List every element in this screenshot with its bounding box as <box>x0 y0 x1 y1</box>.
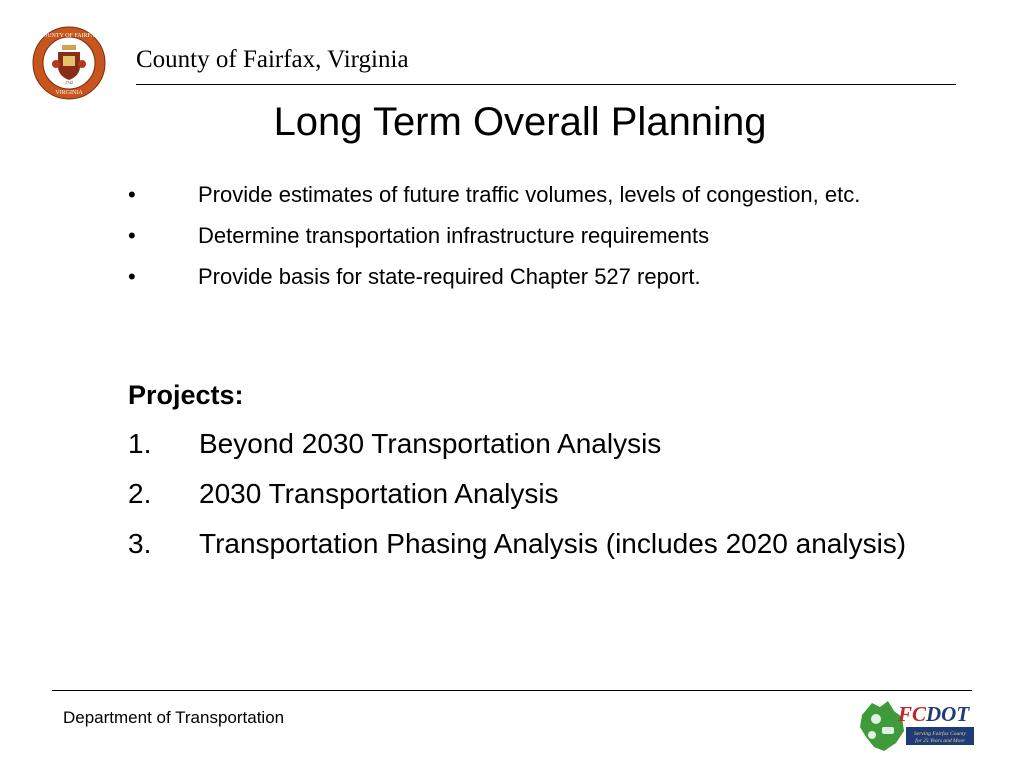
header-divider <box>136 84 956 85</box>
seal-state: VIRGINIA <box>55 90 83 96</box>
bullet-text: Determine transportation infrastructure requirements <box>198 223 710 248</box>
bullet-item <box>128 219 888 252</box>
projects-list <box>128 425 948 575</box>
bullet-text: Provide estimates of future traffic volumes, levels of congestion, etc. <box>198 182 861 207</box>
svg-text:FCDOT <box>897 702 970 726</box>
bullet-list <box>128 178 888 301</box>
bullet-item <box>128 178 888 211</box>
department-name: Department of Transportation <box>63 708 285 727</box>
seal-year: 1742 <box>65 80 73 85</box>
project-number: 1. <box>128 428 152 459</box>
county-seal-logo <box>32 26 106 100</box>
county-name: County of Fairfax, Virginia <box>136 46 409 73</box>
footer-divider <box>52 690 972 691</box>
projects-heading: Projects: <box>128 380 244 410</box>
fcdot-dot-text: DOT <box>926 702 970 726</box>
fcdot-logo <box>858 697 978 753</box>
bullet-item <box>128 260 888 293</box>
fcdot-fc-text: FC <box>898 702 927 726</box>
fcdot-tagline-2: for 25 Years and More <box>915 738 965 744</box>
project-item <box>128 475 948 513</box>
project-item <box>128 425 948 463</box>
seal-text: COUNTY OF FAIRFAX <box>38 33 100 39</box>
bullet-marker: • <box>128 223 136 248</box>
project-text: Transportation Phasing Analysis (includes 2020 analysis) <box>199 528 907 559</box>
project-number: 2. <box>128 478 152 509</box>
project-text: 2030 Transportation Analysis <box>199 478 559 509</box>
slide-title: Long Term Overall Planning <box>273 100 767 144</box>
bullet-marker: • <box>128 182 136 207</box>
project-item <box>128 525 948 563</box>
fcdot-tagline-1: Serving Fairfax County <box>914 731 966 737</box>
project-number: 3. <box>128 528 152 559</box>
bullet-marker: • <box>128 264 136 289</box>
bullet-text: Provide basis for state-required Chapter 527 report. <box>198 264 701 289</box>
project-text: Beyond 2030 Transportation Analysis <box>199 428 662 459</box>
